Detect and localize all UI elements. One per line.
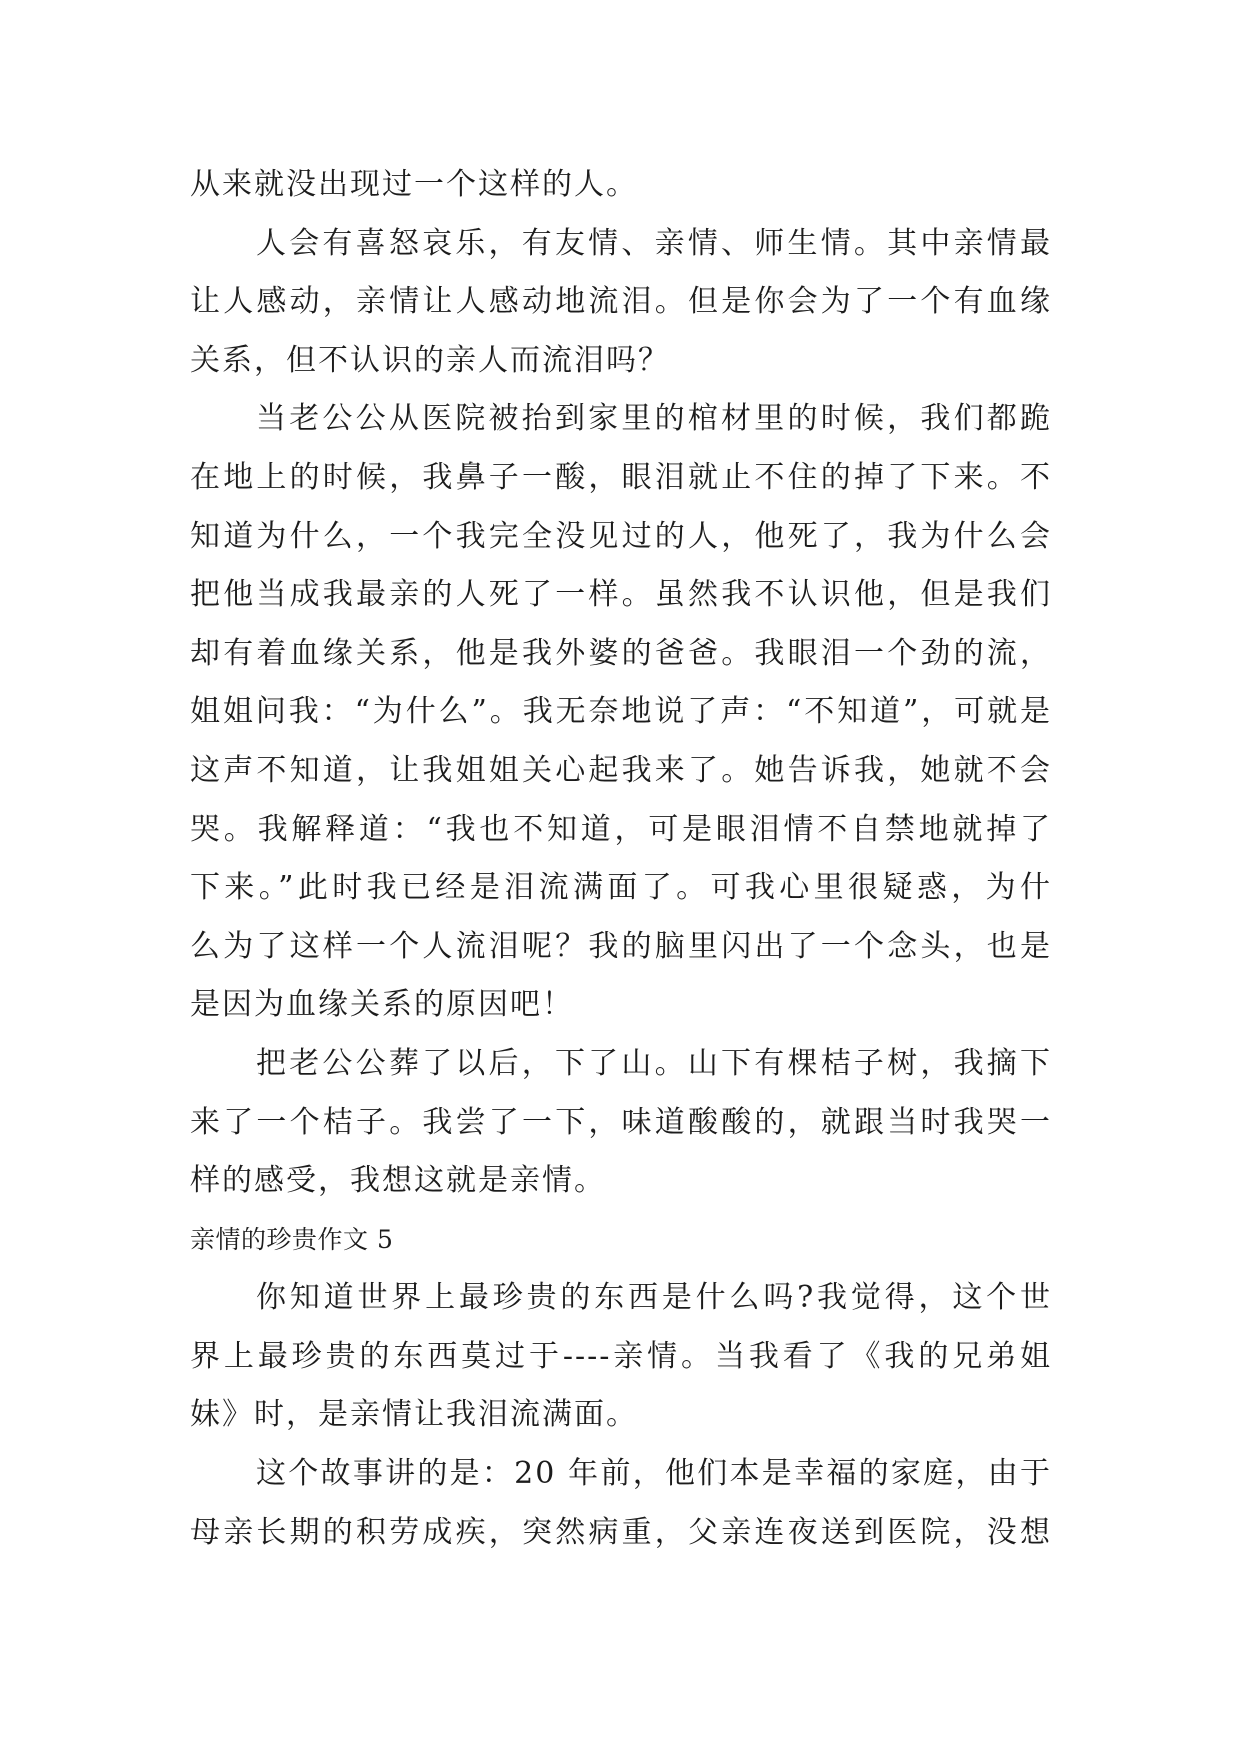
text-line: 母亲长期的积劳成疾，突然病重，父亲连夜送到医院，没想 xyxy=(190,1514,1052,1550)
text-line: 来了一个桔子。我尝了一下，味道酸酸的，就跟当时我哭一 xyxy=(190,1104,1052,1140)
paragraph xyxy=(190,1035,1052,1211)
text-line: 这个故事讲的是：20 年前，他们本是幸福的家庭，由于 xyxy=(256,1456,1052,1492)
text-line: 么为了这样一个人流泪呢？我的脑里闪出了一个念头，也是 xyxy=(190,928,1052,964)
paragraph xyxy=(190,1269,1052,1445)
text-line: 人会有喜怒哀乐，有友情、亲情、师生情。其中亲情最 xyxy=(256,225,1052,261)
text-line: 样的感受，我想这就是亲情。 xyxy=(190,1163,606,1199)
paragraph xyxy=(190,215,1052,391)
text-line: 界上最珍贵的东西莫过于----亲情。当我看了《我的兄弟姐 xyxy=(190,1338,1052,1374)
text-line: 妹》时，是亲情让我泪流满面。 xyxy=(190,1397,638,1433)
text-line: 下来。”此时我已经是泪流满面了。可我心里很疑惑，为什 xyxy=(190,870,1052,906)
text-line: 把老公公葬了以后，下了山。山下有棵桔子树，我摘下 xyxy=(256,1045,1052,1081)
text-line: 却有着血缘关系，他是我外婆的爸爸。我眼泪一个劲的流， xyxy=(190,635,1052,671)
text-line: 在地上的时候，我鼻子一酸，眼泪就止不住的掉了下来。不 xyxy=(190,459,1052,495)
text-line: 知道为什么，一个我完全没见过的人，他死了，我为什么会 xyxy=(190,518,1052,554)
text-line: 你知道世界上最珍贵的东西是什么吗?我觉得，这个世 xyxy=(256,1280,1052,1316)
text-line: 这声不知道，让我姐姐关心起我来了。她告诉我，她就不会 xyxy=(190,752,1052,788)
text-line: 从来就没出现过一个这样的人。 xyxy=(190,167,638,202)
text-line: 当老公公从医院被抬到家里的棺材里的时候，我们都跪 xyxy=(256,401,1052,437)
text-line: 姐姐问我：“为什么”。我无奈地说了声：“不知道”，可就是 xyxy=(190,694,1052,730)
paragraph xyxy=(190,156,1052,215)
section-heading: 亲情的珍贵作文 5 xyxy=(190,1224,394,1254)
text-line: 关系，但不认识的亲人而流泪吗？ xyxy=(190,342,670,378)
text-line: 哭。我解释道：“我也不知道，可是眼泪情不自禁地就掉了 xyxy=(190,811,1052,847)
paragraph xyxy=(190,390,1052,1035)
text-line: 是因为血缘关系的原因吧！ xyxy=(190,987,574,1023)
document-body xyxy=(190,156,1052,1562)
text-line: 让人感动，亲情让人感动地流泪。但是你会为了一个有血缘 xyxy=(190,284,1052,320)
text-line: 把他当成我最亲的人死了一样。虽然我不认识他，但是我们 xyxy=(190,577,1052,613)
paragraph xyxy=(190,1445,1052,1562)
